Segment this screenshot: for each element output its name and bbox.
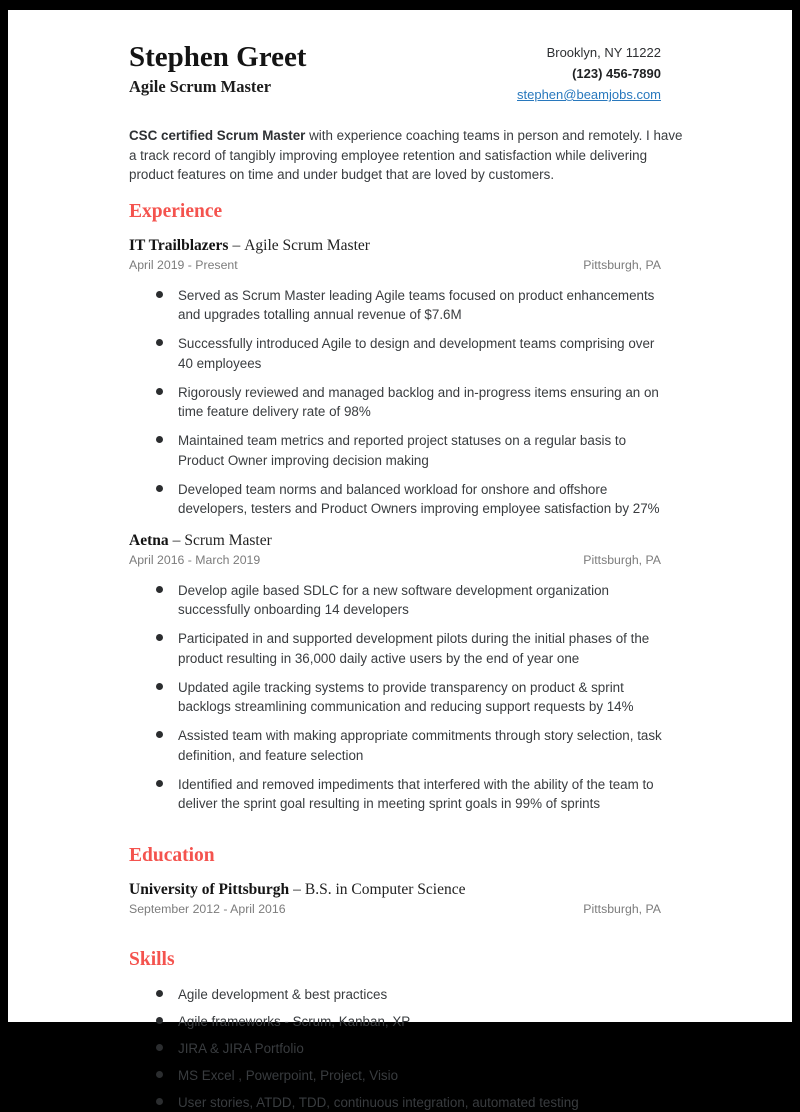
title-separator: – — [232, 237, 240, 254]
company-name: Aetna — [129, 532, 169, 549]
job-location: Pittsburgh, PA — [583, 552, 661, 569]
job-bullet — [129, 581, 669, 620]
skill-text: Agile development & best practices — [178, 987, 387, 1002]
job-bullet-list — [129, 581, 661, 814]
summary-lead: CSC certified Scrum Master — [129, 128, 305, 143]
bullet-icon — [156, 1017, 163, 1024]
summary-rest: with experience coaching teams in person and remotely. I have a track record of tangibly improving employee retention and satisfaction while delivering product features on time and under budget that are loved by customers. — [129, 128, 683, 182]
bullet-icon — [156, 586, 163, 593]
job-title-line — [129, 530, 661, 551]
education-meta-line — [129, 901, 661, 918]
bullet-icon — [156, 990, 163, 997]
job-bullet-text: Rigorously reviewed and managed backlog and in-progress items ensuring an on time feature delivery rate of 98% — [178, 385, 659, 420]
job-meta-line — [129, 552, 661, 569]
summary-paragraph — [129, 126, 691, 185]
job-meta-line — [129, 257, 661, 274]
candidate-name: Stephen Greet — [129, 42, 306, 74]
bullet-icon — [156, 1098, 163, 1105]
degree: B.S. in Computer Science — [305, 881, 466, 898]
skill-item — [129, 1093, 689, 1112]
skill-item — [129, 1012, 689, 1032]
job-bullet-text: Served as Scrum Master leading Agile teams focused on product enhancements and upgrades totalling annual revenue of $7.6M — [178, 288, 654, 323]
skill-text: MS Excel , Powerpoint, Project, Visio — [178, 1068, 398, 1083]
job-bullet — [129, 286, 669, 325]
bullet-icon — [156, 780, 163, 787]
skills-list — [129, 985, 661, 1112]
job-bullet-text: Successfully introduced Agile to design and development teams comprising over 40 employees — [178, 336, 654, 371]
job-bullet — [129, 775, 669, 814]
contact-phone: (123) 456-7890 — [517, 63, 661, 84]
bullet-icon — [156, 731, 163, 738]
job-bullet-text: Identified and removed impediments that interfered with the ability of the team to deliver the sprint goal resulting in meeting sprint goals in 99% of sprints — [178, 777, 654, 812]
contact-email-link[interactable]: stephen@beamjobs.com — [517, 87, 661, 102]
job-role: Agile Scrum Master — [244, 237, 370, 254]
skill-text: User stories, ATDD, TDD, continuous integration, automated testing — [178, 1095, 579, 1110]
title-separator: – — [173, 532, 181, 549]
bullet-icon — [156, 1044, 163, 1051]
job-dates: April 2019 - Present — [129, 257, 238, 274]
bullet-icon — [156, 436, 163, 443]
job-bullet — [129, 726, 669, 765]
header-identity — [129, 42, 306, 97]
job-bullet-text: Develop agile based SDLC for a new software development organization successfully onboarding 14 developers — [178, 583, 609, 618]
job-bullet-text: Developed team norms and balanced workload for onshore and offshore developers, testers and Product Owners improving employee satisfaction by 27% — [178, 482, 660, 517]
job-dates: April 2016 - March 2019 — [129, 552, 260, 569]
candidate-headline: Agile Scrum Master — [129, 77, 306, 97]
skill-item — [129, 1039, 689, 1059]
contact-location: Brooklyn, NY 11222 — [517, 42, 661, 63]
job-bullet — [129, 480, 669, 519]
job-bullet-text: Updated agile tracking systems to provide transparency on product & sprint backlogs streamlining communication and reducing support requests by 14% — [178, 680, 634, 715]
education-location: Pittsburgh, PA — [583, 901, 661, 918]
bullet-icon — [156, 485, 163, 492]
job-bullet-list — [129, 286, 661, 519]
resume-content — [8, 10, 792, 1112]
bullet-icon — [156, 388, 163, 395]
skill-item — [129, 1066, 689, 1086]
job-location: Pittsburgh, PA — [583, 257, 661, 274]
job-bullet — [129, 431, 669, 470]
job-title-line — [129, 235, 661, 256]
job-role: Scrum Master — [184, 532, 271, 549]
job-bullet-text: Participated in and supported development pilots during the initial phases of the product resulting in 36,000 daily active users by the end of year one — [178, 631, 649, 666]
school-name: University of Pittsburgh — [129, 881, 289, 898]
bullet-icon — [156, 291, 163, 298]
job-bullet-text: Maintained team metrics and reported project statuses on a regular basis to Product Owner improving decision making — [178, 433, 626, 468]
header — [129, 42, 661, 105]
section-heading-education: Education — [129, 844, 661, 868]
education-title-line — [129, 879, 661, 900]
skill-text: Agile frameworks - Scrum, Kanban, XP — [178, 1014, 410, 1029]
job-bullet — [129, 383, 669, 422]
section-heading-skills: Skills — [129, 948, 661, 972]
skill-text: JIRA & JIRA Portfolio — [178, 1041, 304, 1056]
resume-document — [8, 10, 792, 1022]
education-dates: September 2012 - April 2016 — [129, 901, 286, 918]
job-bullet — [129, 678, 669, 717]
bullet-icon — [156, 1071, 163, 1078]
bullet-icon — [156, 634, 163, 641]
bullet-icon — [156, 339, 163, 346]
contact-info — [517, 42, 661, 105]
title-separator: – — [293, 881, 301, 898]
job-bullet-text: Assisted team with making appropriate commitments through story selection, task definition, and feature selection — [178, 728, 662, 763]
section-heading-experience: Experience — [129, 200, 661, 224]
job-bullet — [129, 629, 669, 668]
bullet-icon — [156, 683, 163, 690]
experience-entry — [129, 530, 661, 814]
skill-item — [129, 985, 689, 1005]
job-bullet — [129, 334, 669, 373]
experience-entry — [129, 235, 661, 519]
company-name: IT Trailblazers — [129, 237, 228, 254]
education-entry — [129, 879, 661, 918]
